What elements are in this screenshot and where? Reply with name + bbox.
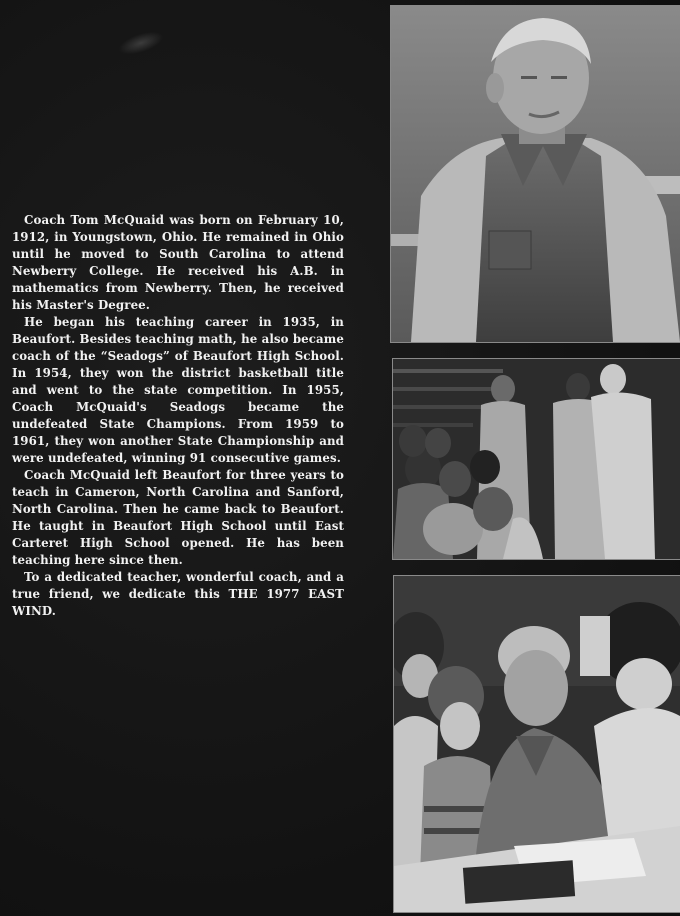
coach-with-players-photo bbox=[392, 358, 680, 560]
dedication-paragraph: To a dedicated teacher, wonderful coach, and a true friend, we dedicate this THE 1977 EAST WIND. bbox=[12, 570, 344, 618]
dedication-text bbox=[12, 212, 344, 620]
ink-smudge bbox=[116, 27, 165, 58]
coach-portrait-photo bbox=[390, 5, 680, 343]
coach-with-students-illustration bbox=[394, 576, 680, 912]
coach-portrait-illustration bbox=[391, 6, 680, 342]
coach-with-players-illustration bbox=[393, 359, 680, 559]
dedication-paragraph: Coach McQuaid left Beaufort for three years to teach in Cameron, North Carolina and Sanford, North Carolina. Then he came back to Beaufort. He taught in Beaufort High School until East Carteret High School opened. He has been teaching here since then. bbox=[12, 468, 344, 567]
dedication-paragraph: He began his teaching career in 1935, in Beaufort. Besides teaching math, he also became coach of the “Seadogs” of Beaufort High School. In 1954, they won the district basketball title and went to the state competition. In 1955, Coach McQuaid's Seadogs became the undefeated State Champions. From 1959 to 1961, they won another State Championship and were undefeated, winning 91 consecutive games. bbox=[12, 315, 344, 465]
dedication-paragraph: Coach Tom McQuaid was born on February 10, 1912, in Youngstown, Ohio. He remained in Ohio until he moved to South Carolina to attend Newberry College. He received his A.B. in mathematics from Newberry. Then, he received his Master's Degree. bbox=[12, 213, 344, 312]
coach-with-students-photo bbox=[393, 575, 680, 913]
